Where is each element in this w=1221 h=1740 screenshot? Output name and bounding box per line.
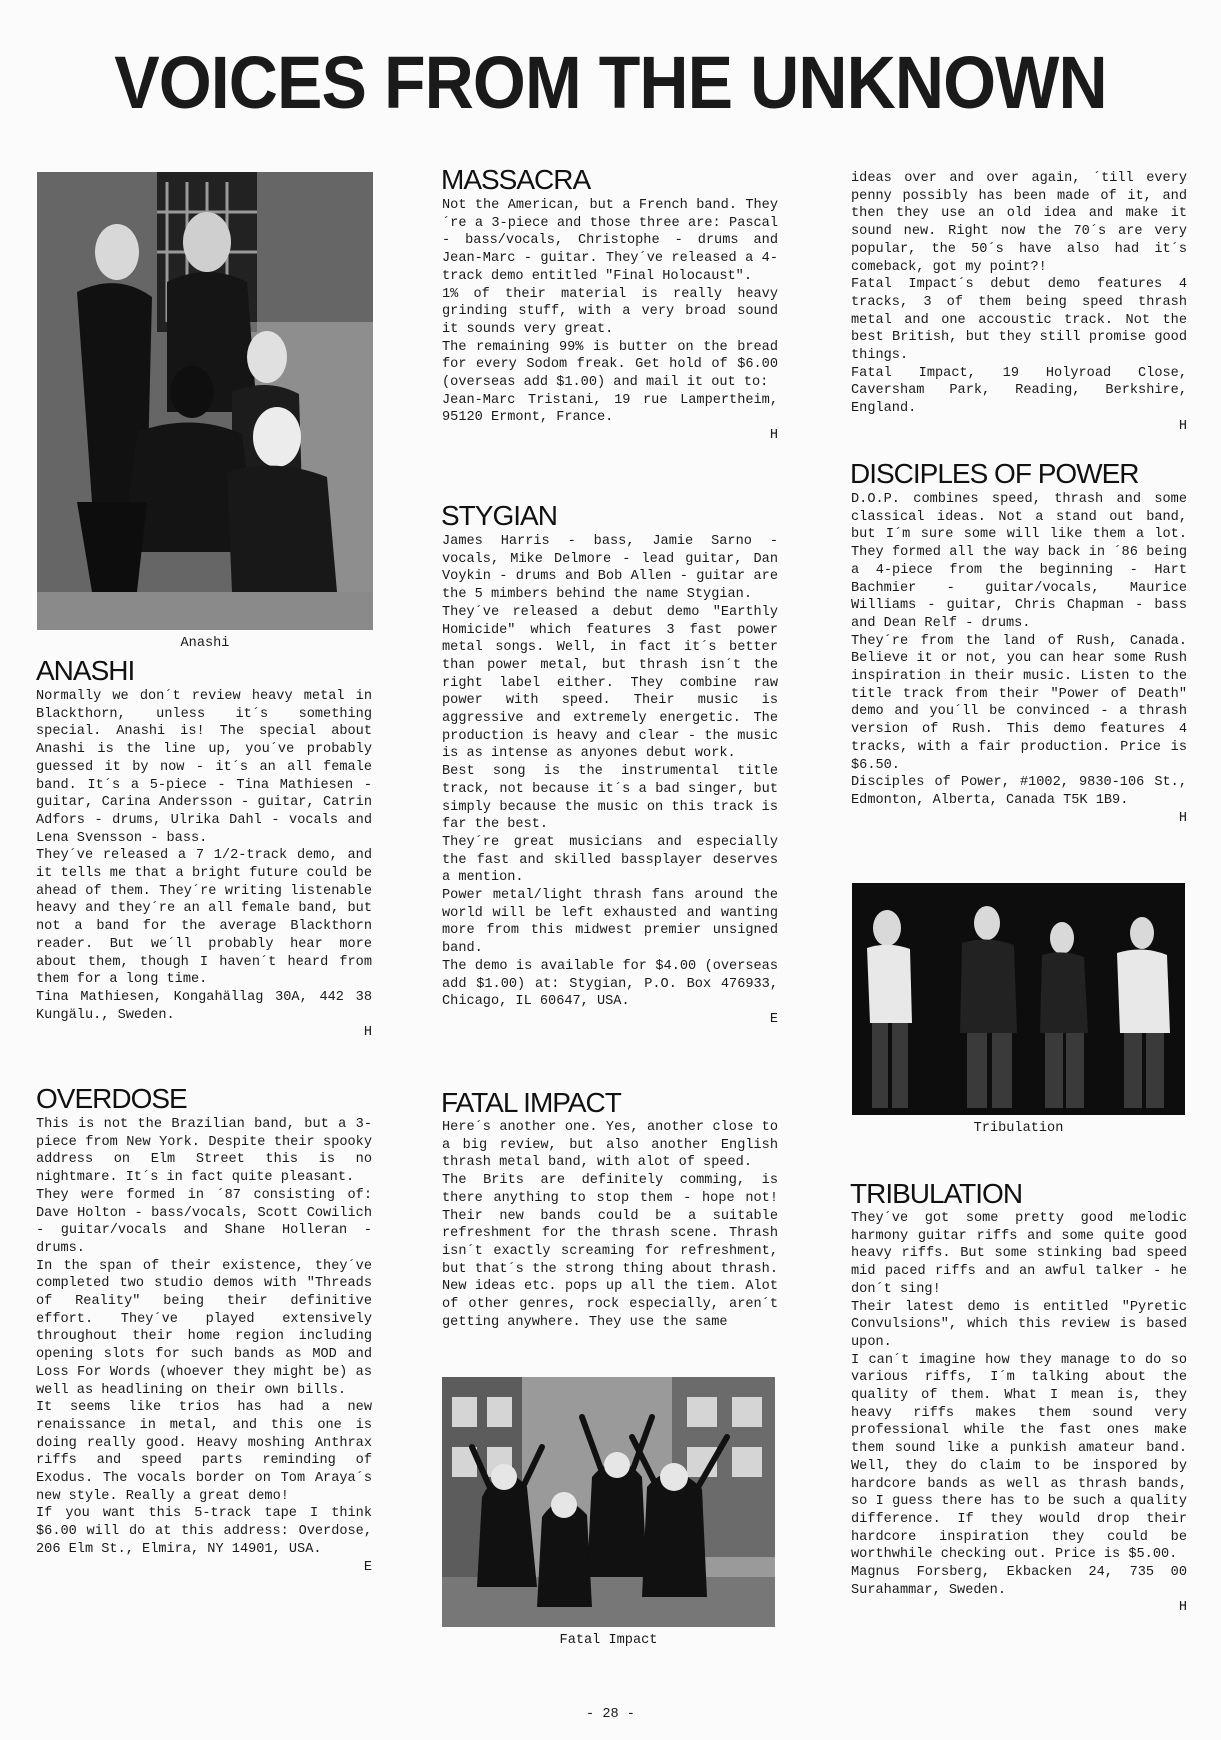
tribulation-p1: They´ve got some pretty good melodic harmony guitar riffs and some quite good heavy riffs. But some stinking bad speed mid paced riffs and an awful talker - he don´t sing! — [851, 1211, 1187, 1297]
massacra-review — [442, 197, 778, 445]
overdose-review — [36, 1116, 372, 1576]
tribulation-p4: Magnus Forsberg, Ekbacken 24, 735 00 Surahammar, Sweden. — [851, 1565, 1187, 1598]
disciples-of-power-review — [851, 491, 1187, 827]
dop-p2: They´re from the land of Rush, Canada. Believe it or not, you can hear some Rush inspiration in their music. Listen to the title track from their "Power of Death" demo and you´ll be convinced - a thrash version of Rush. This demo features 4 tracks, with a fair production. Price is $6.50. — [851, 633, 1187, 773]
tribulation-heading: TRIBULATION — [850, 1178, 1023, 1209]
overdose-signature: E — [363, 1559, 372, 1575]
page-number: - 28 - — [586, 1707, 635, 1722]
fatal-impact-photo — [442, 1377, 775, 1627]
massacra-p2: 1% of their material is really heavy grinding stuff, with a very broad sound it sounds very great. — [442, 286, 778, 337]
page-title: VOICES FROM THE UNKNOWN — [114, 41, 1107, 124]
stygian-signature: E — [769, 1011, 778, 1027]
tribulation-review — [851, 1210, 1187, 1617]
fatal-impact-cont-p1: ideas over and over again, ´till every penny possibly has been made of it, and then they use an old idea and make it sound new. Right now the 70´s are very popular, the 50´s have also had it´s comeback, got my point?! — [851, 171, 1187, 275]
anashi-heading: ANASHI — [36, 655, 135, 686]
fatal-impact-review — [442, 1119, 778, 1331]
stygian-p2: They´ve released a debut demo "Earthly Homicide" which features 3 fast power metal songs. Well, in fact it´s better than power metal, but thrash isn´t the right label either. They combine raw power with speed. Their music is aggressive and extremely energetic. The production is heavy and clear - the music is as intense as anyones debut work. — [442, 604, 778, 762]
disciples-of-power-heading: DISCIPLES OF POWER — [850, 458, 1139, 489]
massacra-p4: Jean-Marc Tristani, 19 rue Lampertheim, 95120 Ermont, France. — [442, 392, 778, 426]
anashi-p2: They´ve released a 7 1/2-track demo, and it tells me that a bright future could be ahead of them. They´re writing listenable heavy and they´re an all female band, but not a band for the average Blackthorn reader. But we´ll probably hear more about them, though I haven´t heard from them for a long time. — [36, 848, 372, 988]
tribulation-photo-image — [852, 883, 1185, 1115]
tribulation-p3: I can´t imagine how they manage to do so various riffs, I´m talking about the quality of them. What I mean is, they heavy riffs makes them sound very professional while the fast ones make them sound like a punkish amateur band. Well, they do claim to be inspored by hardcore bands as well as thrash bands, so I guess there has to be such a quality difference. If they would drop their hardcore inspiration they could be worthwhile checking out. Price is $5.00. — [851, 1352, 1187, 1563]
stygian-p6: The demo is available for $4.00 (overseas add $1.00) at: Stygian, P.O. Box 476933, Chicago, IL 60647, USA. — [442, 958, 778, 1010]
fatal-impact-cont-p2: Fatal Impact´s debut demo features 4 tracks, 3 of them being speed thrash metal and one accoustic track. Not the best British, but they still promise good things. — [851, 277, 1187, 364]
massacra-p3: The remaining 99% is butter on the bread for every Sodom freak. Get hold of $6.00 (overseas add $1.00) and mail it out to: — [442, 339, 778, 391]
fatal-impact-p2: The Brits are definitely comming, is there anything to stop them - hope not! Their new bands could be a suitable refreshment for the thrash scene. Thrash isn´t exactly screaming for refreshment, but that´s the strong thing about thrash. New ideas etc. pops up all the tiem. Alot of other genres, rock especially, aren´t getting anywhere. They use the same — [442, 1173, 778, 1330]
anashi-review — [36, 688, 372, 1042]
anashi-photo-image — [37, 172, 373, 630]
stygian-heading: STYGIAN — [441, 500, 557, 531]
massacra-p1: Not the American, but a French band. They´re a 3-piece and those three are: Pascal - bass/vocals, Christophe - drums and Jean-Marc - guitar. They´ve released a 4-track demo entitled "Final Holocaust". — [442, 198, 778, 284]
overdose-p4: It seems like trios has had a new renaissance in metal, and this one is doing really good. Heavy moshing Anthrax riffs and speed parts reminding of Exodus. The vocals border on Tom Araya´s new style. Really a great demo! — [36, 1400, 372, 1504]
fatal-impact-continued — [851, 170, 1187, 436]
overdose-p3: In the span of their existence, they´ve completed two studio demos with "Threads of Reality" being their definitive effort. They´ve played extensively throughout their home region including opening slots for such bands as MOD and Loss For Words (whoever they might be) as well as headlining on their own bills. — [36, 1258, 372, 1398]
anashi-p1: Normally we don´t review heavy metal in Blackthorn, unless it´s something special. Anashi is! The special about Anashi is the line up, you´ve probably guessed it by now - it´s an all female band. It´s a 5-piece - Tina Mathiesen - guitar, Carina Andersson - guitar, Catrin Adfors - drums, Ulrika Dahl - vocals and Lena Svensson - bass. — [36, 689, 372, 846]
tribulation-photo-caption: Tribulation — [973, 1121, 1064, 1136]
stygian-review — [442, 533, 778, 1029]
massacra-heading: MASSACRA — [441, 164, 591, 195]
stygian-p5: Power metal/light thrash fans around the world will be left exhausted and wanting more from this midwest premier unsigned band. — [442, 888, 778, 957]
tribulation-signature: H — [1178, 1600, 1187, 1616]
fatal-impact-photo-caption: Fatal Impact — [559, 1633, 658, 1648]
tribulation-p2: Their latest demo is entitled "Pyretic Convulsions", which this review is based upon. — [851, 1299, 1187, 1350]
fatal-impact-photo-image — [442, 1377, 775, 1627]
tribulation-photo — [852, 883, 1185, 1115]
overdose-heading: OVERDOSE — [36, 1083, 187, 1114]
stygian-p3: Best song is the instrumental title track, not because it´s a bad singer, but simply because the music on this track is far the best. — [442, 764, 778, 833]
anashi-photo-caption: Anashi — [180, 636, 230, 651]
overdose-p5: If you want this 5-track tape I think $6.00 will do at this address: Overdose, 206 Elm St., Elmira, NY 14901, USA. — [36, 1506, 372, 1557]
stygian-p4: They´re great musicians and especially the fast and skilled bassplayer deserves a mention. — [442, 834, 778, 886]
fatal-impact-cont-p3: Fatal Impact, 19 Holyroad Close, Caversham Park, Reading, Berkshire, England. — [851, 365, 1187, 417]
stygian-p1: James Harris - bass, Jamie Sarno - vocals, Mike Delmore - lead guitar, Dan Voykin - drums and Bob Allen - guitar are the 5 mimbers behind the name Stygian. — [442, 534, 778, 603]
overdose-p1: This is not the Brazilian band, but a 3-piece from New York. Despite their spooky address on Elm Street this is no nightmare. It´s in fact quite pleasant. — [36, 1117, 372, 1186]
dop-p1: D.O.P. combines speed, thrash and some classical ideas. Not a stand out band, but I´m sure some will like them a lot. They formed all the way back in ´86 being a 4-piece from the beginning - Hart Bachmier - guitar/vocals, Maurice Williams - guitar, Chris Chapman - bass and Dean Relf - drums. — [851, 492, 1187, 631]
fatal-impact-p1: Here´s another one. Yes, another close to a big review, but also another English thrash metal band, with alot of speed. — [442, 1120, 778, 1171]
fatal-impact-heading: FATAL IMPACT — [441, 1087, 621, 1118]
dop-p3: Disciples of Power, #1002, 9830-106 St., Edmonton, Alberta, Canada T5K 1B9. — [851, 775, 1187, 808]
dop-signature: H — [1178, 810, 1187, 826]
anashi-signature: H — [363, 1025, 372, 1041]
fatal-impact-signature: H — [1178, 418, 1187, 434]
anashi-p3: Tina Mathiesen, Kongahällag 30A, 442 38 Kungälu., Sweden. — [36, 989, 372, 1023]
overdose-p2: They were formed in ´87 consisting of: Dave Holton - bass/vocals, Scott Cowilich - guitar/vocals and Shane Holleran - drums. — [36, 1187, 372, 1256]
massacra-signature: H — [769, 428, 778, 444]
anashi-photo — [37, 172, 373, 630]
